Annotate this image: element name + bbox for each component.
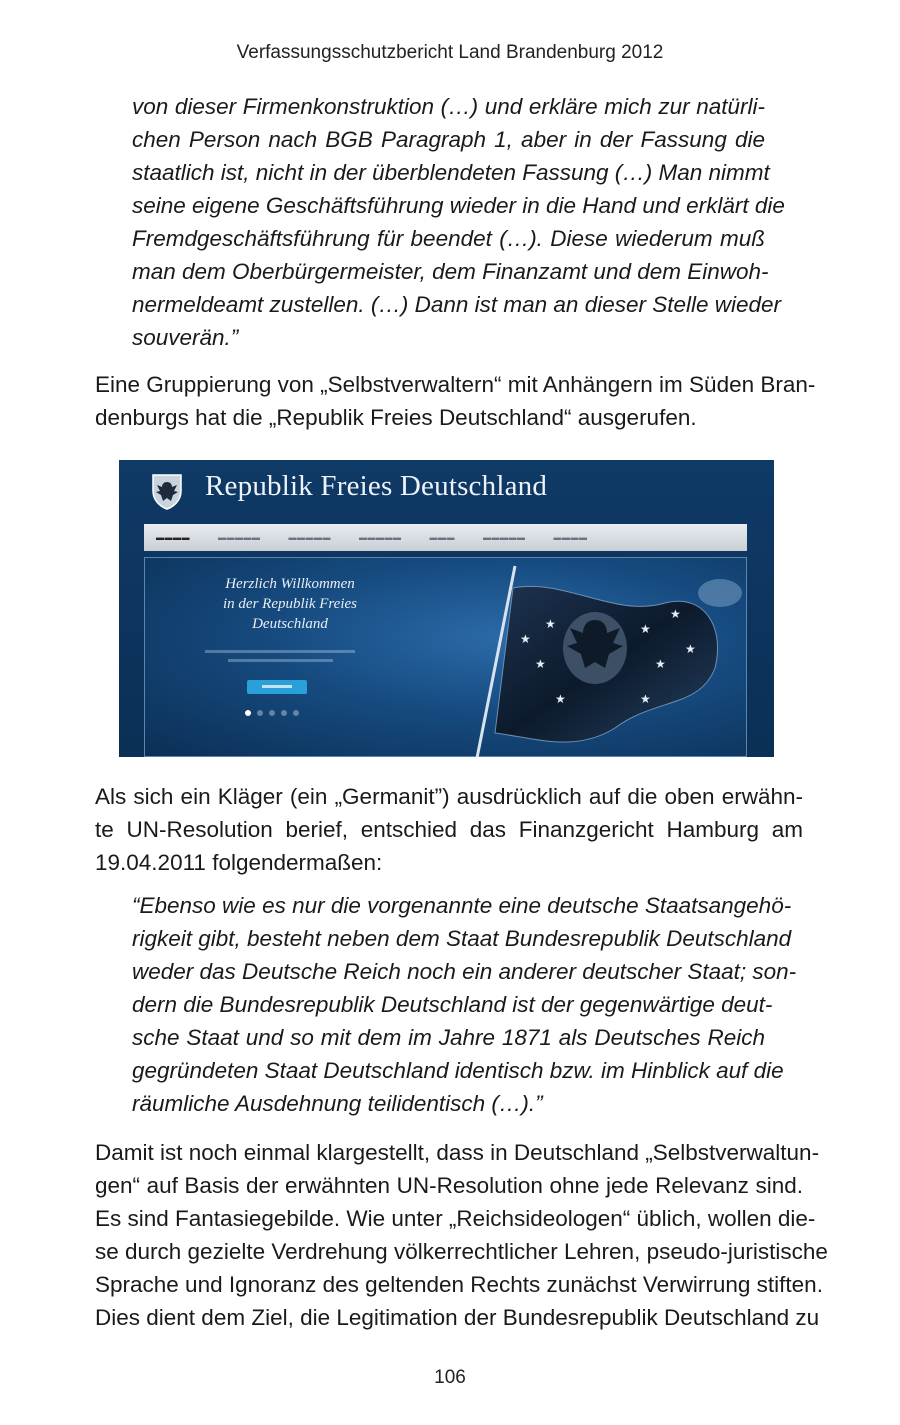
paragraph-line: Als sich ein Kläger (ein „Germanit”) ausdrücklich auf die oben erwähn- (95, 784, 803, 809)
nav-item-startseite: ▬▬▬▬ (156, 533, 190, 542)
quote-block-2 (132, 889, 797, 1120)
star-icon: ★ (640, 692, 651, 706)
quote-line: man dem Oberbürgermeister, dem Finanzamt und dem Einwoh- (132, 259, 769, 284)
quote-block-1 (132, 90, 785, 354)
quote-line: souverän.” (132, 325, 239, 350)
running-header: Verfassungsschutzbericht Land Brandenburg 2012 (236, 42, 664, 63)
paragraph-conclusion (95, 1136, 828, 1334)
quote-line: chen Person nach BGB Paragraph 1, aber in der Fassung die (132, 127, 765, 152)
nav-item: ▬▬▬▬ (553, 533, 588, 542)
star-icon: ★ (655, 657, 666, 671)
slider-dots (245, 710, 299, 716)
quote-line: dern die Bundesrepublik Deutschland ist der gegenwärtige deut- (132, 992, 773, 1017)
hero-greeting (190, 574, 390, 634)
paragraph-line: Sprache und Ignoranz des geltenden Rechts zunächst Verwirrung stiften. (95, 1272, 823, 1297)
slider-dot (281, 710, 287, 716)
quote-line: gegründeten Staat Deutschland identisch bzw. im Hinblick auf die (132, 1058, 784, 1083)
quote-line: “Ebenso wie es nur die vorgenannte eine deutsche Staatsangehö- (132, 893, 792, 918)
paragraph-line: 19.04.2011 folgendermaßen: (95, 850, 383, 875)
star-icon: ★ (670, 607, 681, 621)
paragraph-line: te UN-Resolution berief, entschied das Finanzgericht Hamburg am (95, 817, 803, 842)
star-icon: ★ (545, 617, 556, 631)
nav-item: ▬▬▬▬▬ (288, 533, 331, 542)
site-navigation (144, 524, 747, 551)
slider-dot (269, 710, 275, 716)
hero-line: Herzlich Willkommen (225, 576, 355, 592)
slider-dot (257, 710, 263, 716)
paragraph-line: denburgs hat die „Republik Freies Deutschland“ ausgerufen. (95, 405, 697, 430)
eagle-shield-icon (147, 471, 187, 511)
paragraph-line: Eine Gruppierung von „Selbstverwaltern“ mit Anhängern im Süden Bran- (95, 372, 816, 397)
quote-line: weder das Deutsche Reich noch ein anderer deutscher Staat; son- (132, 959, 797, 984)
quote-line: sche Staat und so mit dem im Jahre 1871 als Deutsches Reich (132, 1025, 765, 1050)
quote-line: räumliche Ausdehnung teilidentisch (…).” (132, 1091, 543, 1116)
nav-item: ▬▬▬▬▬ (483, 533, 526, 542)
nav-item: ▬▬▬▬▬ (359, 533, 402, 542)
paragraph-line: se durch gezielte Verdrehung völkerrechtlicher Lehren, pseudo-juristische (95, 1239, 828, 1264)
website-screenshot-figure (119, 460, 774, 757)
slider-dot-active (245, 710, 251, 716)
flag-image (415, 558, 748, 757)
star-icon: ★ (640, 622, 651, 636)
quote-line: von dieser Firmenkonstruktion (…) und erkläre mich zur natürli- (132, 94, 765, 119)
paragraph-court (95, 780, 803, 879)
page-number: 106 (434, 1367, 466, 1388)
star-icon: ★ (685, 642, 696, 656)
paragraph-line: Es sind Fantasiegebilde. Wie unter „Reichsideologen“ üblich, wollen die- (95, 1206, 816, 1231)
hero-subtext-placeholder (205, 650, 355, 670)
hero-button (247, 680, 307, 694)
paragraph-line: Damit ist noch einmal klargestellt, dass in Deutschland „Selbstverwaltun- (95, 1140, 820, 1165)
quote-line: nermeldeamt zustellen. (…) Dann ist man an dieser Stelle wieder (132, 292, 782, 317)
quote-line: seine eigene Geschäftsführung wieder in die Hand und erklärt die (132, 193, 785, 218)
nav-item: ▬▬▬ (429, 533, 455, 542)
star-icon: ★ (555, 692, 566, 706)
quote-line: rigkeit gibt, besteht neben dem Staat Bundesrepublik Deutschland (132, 926, 792, 951)
star-icon: ★ (520, 632, 531, 646)
site-header (119, 460, 774, 520)
site-title: Republik Freies Deutschland (205, 470, 548, 502)
hero-line: Deutschland (252, 616, 328, 632)
star-icon: ★ (535, 657, 546, 671)
paragraph-republik (95, 368, 816, 434)
quote-line: Fremdgeschäftsführung für beendet (…). Diese wiederum muß (132, 226, 765, 251)
nav-item: ▬▬▬▬▬ (218, 533, 261, 542)
hero-line: in der Republik Freies (223, 596, 357, 612)
paragraph-line: gen“ auf Basis der erwähnten UN-Resolution ohne jede Relevanz sind. (95, 1173, 803, 1198)
quote-line: staatlich ist, nicht in der überblendeten Fassung (…) Man nimmt (132, 160, 770, 185)
hero-banner (144, 557, 747, 757)
slider-dot (293, 710, 299, 716)
paragraph-line: Dies dient dem Ziel, die Legitimation der Bundesrepublik Deutschland zu (95, 1305, 820, 1330)
